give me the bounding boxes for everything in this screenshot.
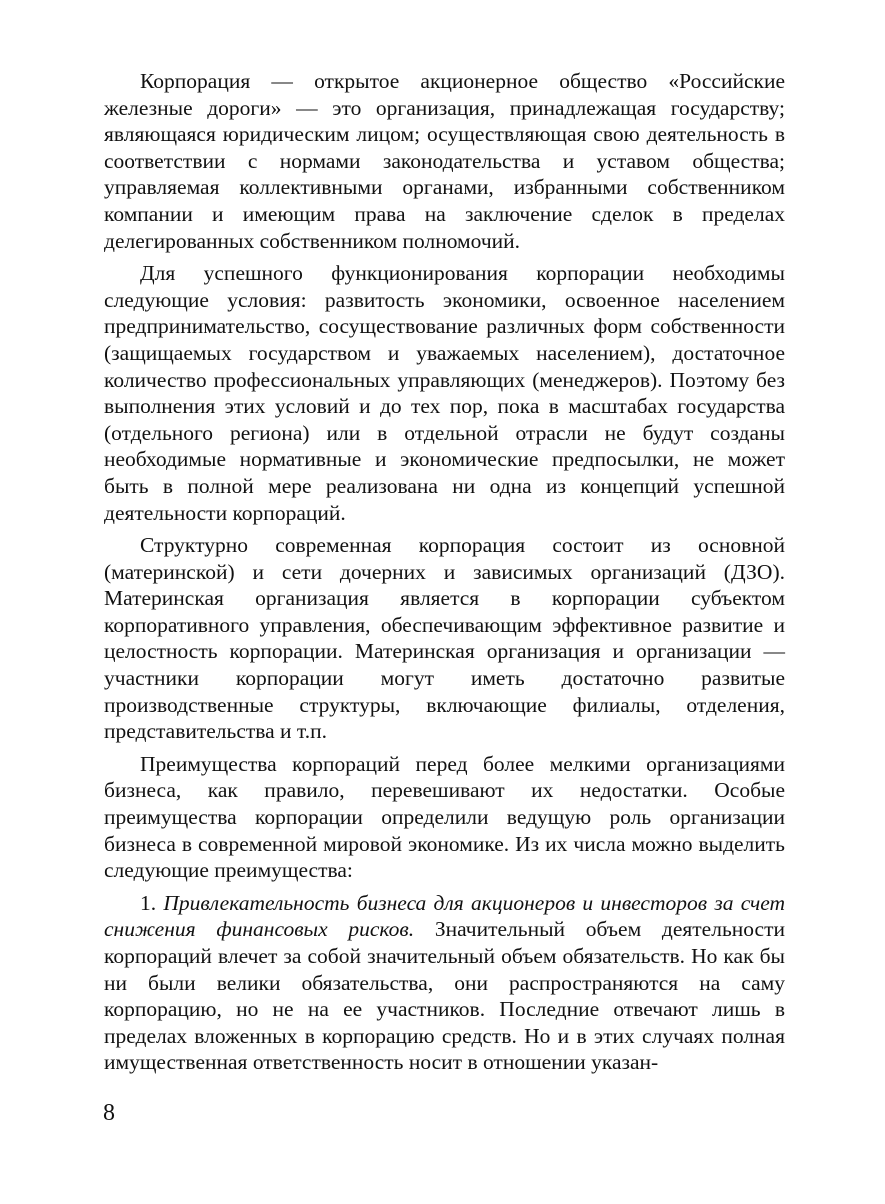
paragraph-3: Структурно современная корпорация состоит из основной (материнской) и сети дочерних и зависимых организаций (ДЗО). Материнская организация является в корпорации субъектом корпоративного управления, обеспечивающим эффективное развитие и целостность корпорации. Материнская организация и организации — участники корпорации могут иметь достаточно развитые производственные структуры, включающие филиалы, отделения, представительства и т.п.: [104, 533, 785, 744]
list-item-text: Значительный объем деятельности корпораций влечет за собой значительный объем обязательств. Но как бы ни были велики обязательства, они распространяются на саму корпорацию, но не на ее участников. Последние отвечают лишь в пределах вложенных в корпорацию средств. Но и в этих случаях полная имущественная ответственность носит в отношении указан-: [104, 917, 785, 1075]
paragraph-2: Для успешного функционирования корпорации необходимы следующие условия: развитость экономики, освоенное населением предпринимательство, сосуществование различных форм собственности (защищаемых государством и уважаемых населением), достаточное количество профессиональных управляющих (менеджеров). Поэтому без выполнения этих условий и до тех пор, пока в масштабах государства (отдельного региона) или в отдельной отрасли не будут созданы необходимые нормативные и экономические предпосылки, не может быть в полной мере реализована ни одна из концепций успешной деятельности корпораций.: [104, 261, 785, 525]
paragraph-4: Преимущества корпораций перед более мелкими организациями бизнеса, как правило, перевешивают их недостатки. Особые преимущества корпорации определили ведущую роль организации бизнеса в современной мировой экономике. Из их числа можно выделить следующие преимущества:: [104, 751, 785, 883]
list-item-heading: Привлекательность бизнеса для акционеров и инвесторов за счет снижения финансовых рисков.: [104, 890, 786, 942]
list-item-number: 1.: [140, 890, 157, 915]
page-number: 8: [103, 1100, 115, 1126]
page-body: [104, 68, 785, 1082]
list-item-1: [104, 890, 785, 1076]
paragraph-1: Корпорация — открытое акционерное общество «Российские железные дороги» — это организация, принадлежащая государству; являющаяся юридическим лицом; осуществляющая свою деятельность в соответствии с нормами законодательства и уставом общества; управляемая коллективными органами, избранными собственником компании и имеющим права на заключение сделок в пределах делегированных собственником полномочий.: [104, 69, 785, 253]
